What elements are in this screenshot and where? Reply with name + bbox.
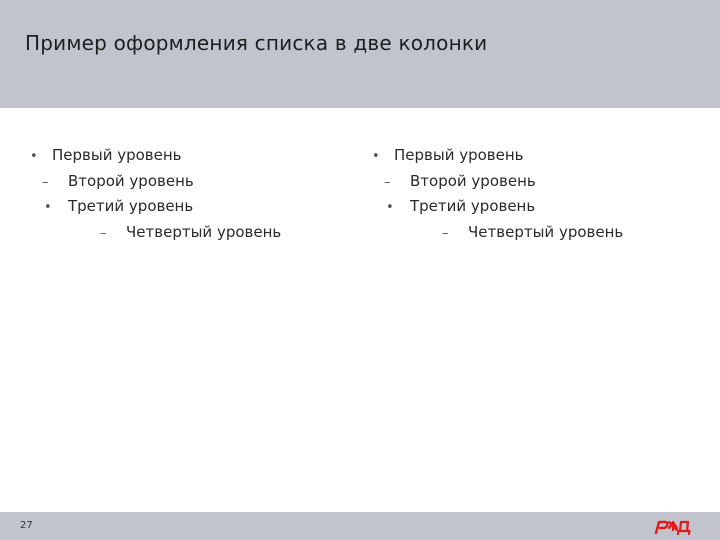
dash-icon: – — [442, 226, 449, 241]
bullet-icon: • — [44, 200, 52, 215]
dash-icon: – — [384, 175, 391, 190]
list-item-text: Первый уровень — [394, 146, 524, 164]
list-item-level-1 — [372, 145, 524, 165]
bullet-icon: • — [386, 200, 394, 215]
list-item-level-1 — [30, 145, 182, 165]
list-item-level-3 — [30, 196, 193, 216]
title-band — [0, 0, 720, 108]
dash-icon: – — [100, 226, 107, 241]
list-item-level-4 — [372, 222, 623, 242]
list-item-text: Четвертый уровень — [126, 223, 282, 241]
list-item-level-2 — [372, 171, 536, 191]
slide-title: Пример оформления списка в две колонки — [25, 31, 488, 55]
dash-icon: – — [42, 175, 49, 190]
list-item-text: Первый уровень — [52, 146, 182, 164]
page-number: 27 — [20, 520, 33, 531]
list-item-level-3 — [372, 196, 535, 216]
list-item-level-2 — [30, 171, 194, 191]
bullet-icon: • — [30, 149, 38, 164]
list-item-text: Второй уровень — [68, 172, 194, 190]
list-item-text: Третий уровень — [410, 197, 536, 215]
list-item-level-4 — [30, 222, 281, 242]
footer-band — [0, 512, 720, 540]
rzd-logo-icon — [654, 518, 694, 536]
list-item-text: Второй уровень — [410, 172, 536, 190]
list-item-text: Третий уровень — [68, 197, 194, 215]
bullet-icon: • — [372, 149, 380, 164]
list-item-text: Четвертый уровень — [468, 223, 624, 241]
